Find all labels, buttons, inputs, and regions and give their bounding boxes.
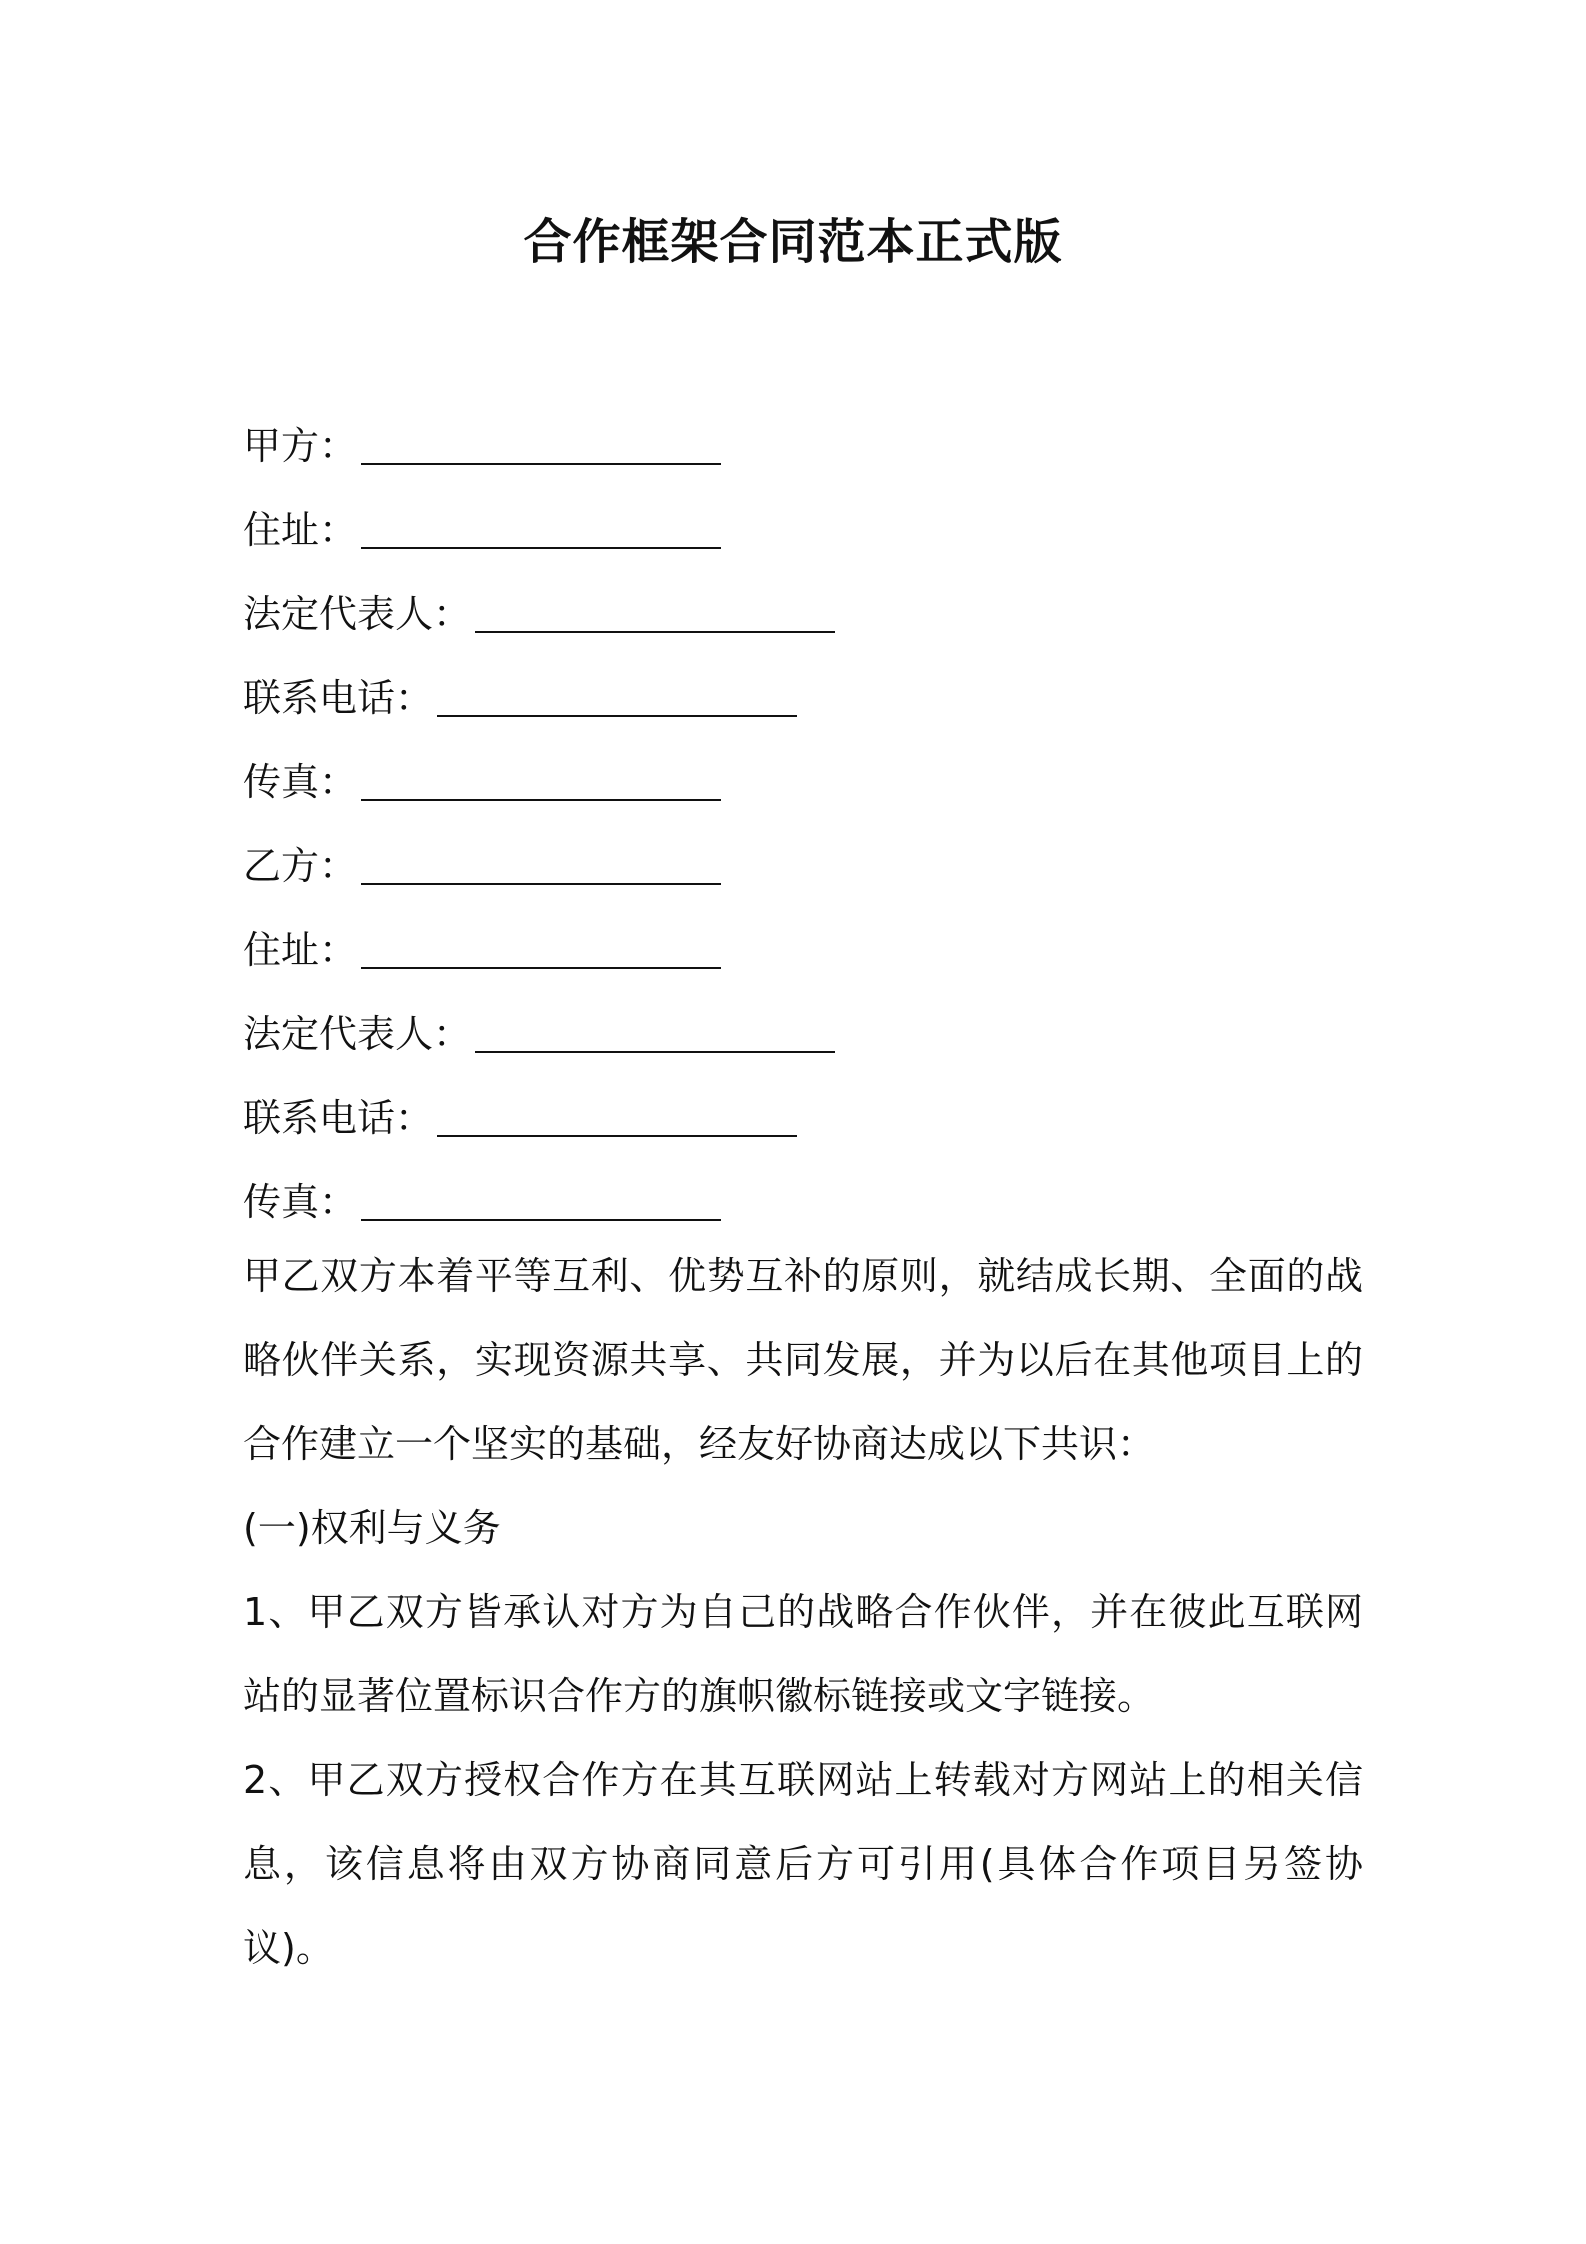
fill-in-blank [437,1105,797,1137]
party-a-fax-field [243,740,835,824]
field-label: 联系电话： [243,676,434,720]
field-label: 联系电话： [243,1096,434,1140]
party-b-name-field [243,824,835,908]
field-label: 甲方： [243,424,358,468]
fill-in-blank [475,601,835,633]
party-fields [243,404,835,1244]
field-label: 住址： [243,508,358,552]
field-label: 法定代表人： [243,592,472,636]
fill-in-blank [475,1021,835,1053]
party-b-phone-field [243,1076,835,1160]
party-b-legal-rep-field [243,992,835,1076]
fill-in-blank [361,517,721,549]
field-label: 传真： [243,760,358,804]
section-heading: (一)权利与义务 [243,1506,501,1550]
document-title: 合作框架合同范本正式版 [523,214,1063,270]
party-b-fax-field [243,1160,835,1244]
clause-2: 2、甲乙双方授权合作方在其互联网站上转载对方网站上的相关信息，该信息将由双方协商同意后方可引用(具体合作项目另签协议)。 [243,1758,1363,1970]
contract-body [243,1234,1363,1990]
fill-in-blank [437,685,797,717]
intro-paragraph: 甲乙双方本着平等互利、优势互补的原则，就结成长期、全面的战略伙伴关系，实现资源共享、共同发展，并为以后在其他项目上的合作建立一个坚实的基础，经友好协商达成以下共识： [243,1254,1363,1466]
fill-in-blank [361,433,721,465]
party-a-name-field [243,404,835,488]
fill-in-blank [361,1189,721,1221]
fill-in-blank [361,769,721,801]
party-a-address-field [243,488,835,572]
party-a-phone-field [243,656,835,740]
clause-1: 1、甲乙双方皆承认对方为自己的战略合作伙伴，并在彼此互联网站的显著位置标识合作方的旗帜徽标链接或文字链接。 [243,1590,1363,1718]
party-b-address-field [243,908,835,992]
fill-in-blank [361,937,721,969]
field-label: 传真： [243,1180,358,1224]
field-label: 住址： [243,928,358,972]
fill-in-blank [361,853,721,885]
party-a-legal-rep-field [243,572,835,656]
field-label: 法定代表人： [243,1012,472,1056]
field-label: 乙方： [243,844,358,888]
